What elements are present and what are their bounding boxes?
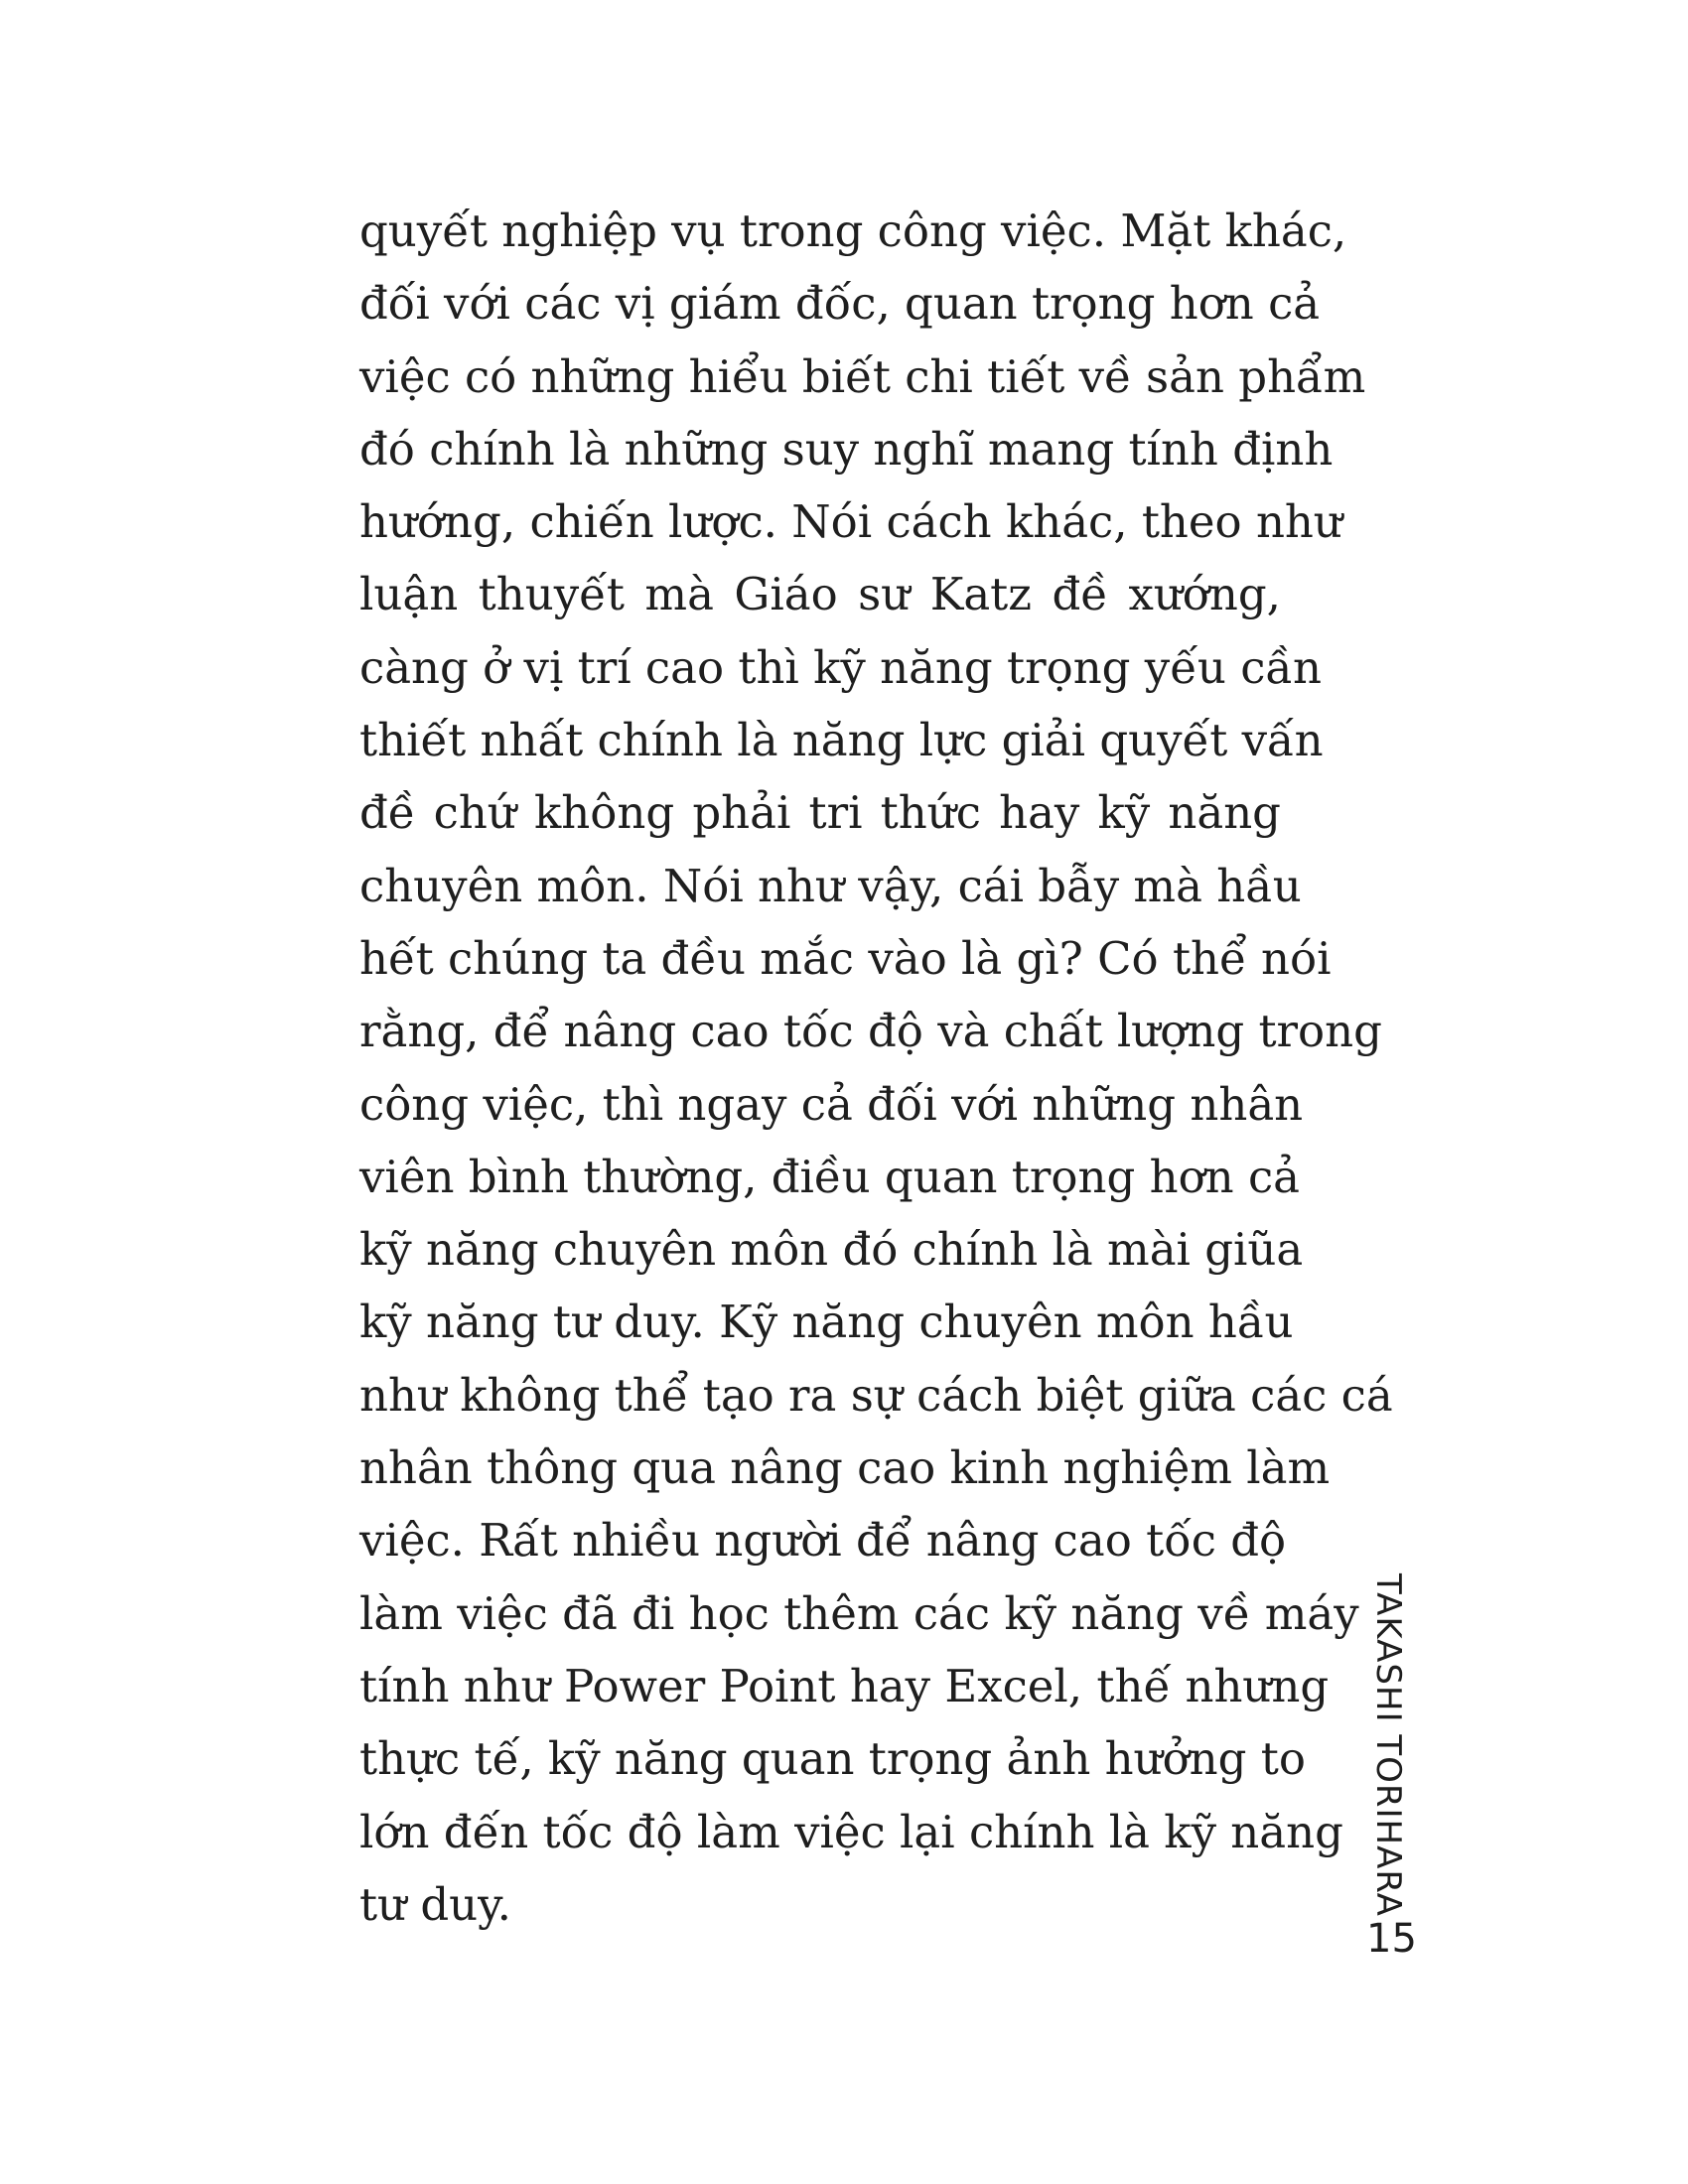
- text-line: việc. Rất nhiều người để nâng cao tốc độ: [359, 1514, 1287, 1568]
- text-line: nhân thông qua nâng cao kinh nghiệm làm: [359, 1441, 1331, 1495]
- text-line: rằng, để nâng cao tốc độ và chất lượng trong: [359, 1005, 1382, 1058]
- page-number: 15: [1366, 1916, 1417, 1962]
- text-line: kỹ năng tư duy. Kỹ năng chuyên môn hầu: [359, 1296, 1294, 1349]
- text-line: hướng, chiến lược. Nói cách khác, theo như: [359, 495, 1342, 549]
- text-line: tư duy.: [359, 1877, 511, 1931]
- text-line: luận thuyết mà Giáo sư Katz đề xướng,: [359, 568, 1281, 621]
- author-name: TAKASHI TORIHARA: [1368, 1573, 1408, 1917]
- text-line: việc có những hiểu biết chi tiết về sản phẩm: [359, 349, 1366, 403]
- text-line: đề chứ không phải tri thức hay kỹ năng: [359, 786, 1281, 840]
- text-line: quyết nghiệp vụ trong công việc. Mặt khác,: [359, 205, 1347, 257]
- text-line: thực tế, kỹ năng quan trọng ảnh hưởng to: [359, 1732, 1306, 1786]
- text-line: kỹ năng chuyên môn đó chính là mài giũa: [359, 1223, 1304, 1277]
- text-line: hết chúng ta đều mắc vào là gì? Có thể nói: [359, 931, 1332, 985]
- text-line: chuyên môn. Nói như vậy, cái bẫy mà hầu: [359, 859, 1302, 912]
- text-line: như không thể tạo ra sự cách biệt giữa các cá: [359, 1368, 1393, 1422]
- text-line: công việc, thì ngay cả đối với những nhân: [359, 1077, 1304, 1131]
- text-line: đối với các vị giám đốc, quan trọng hơn cả: [359, 277, 1321, 331]
- text-line: lớn đến tốc độ làm việc lại chính là kỹ năng: [359, 1805, 1343, 1858]
- text-line: làm việc đã đi học thêm các kỹ năng về máy: [359, 1586, 1359, 1640]
- text-line: thiết nhất chính là năng lực giải quyết vấn: [359, 714, 1324, 767]
- text-line: tính như Power Point hay Excel, thế nhưng: [359, 1659, 1330, 1712]
- text-line: đó chính là những suy nghĩ mang tính định: [359, 422, 1334, 476]
- text-line: càng ở vị trí cao thì kỹ năng trọng yếu cần: [359, 640, 1322, 694]
- text-line: viên bình thường, điều quan trọng hơn cả: [359, 1150, 1300, 1203]
